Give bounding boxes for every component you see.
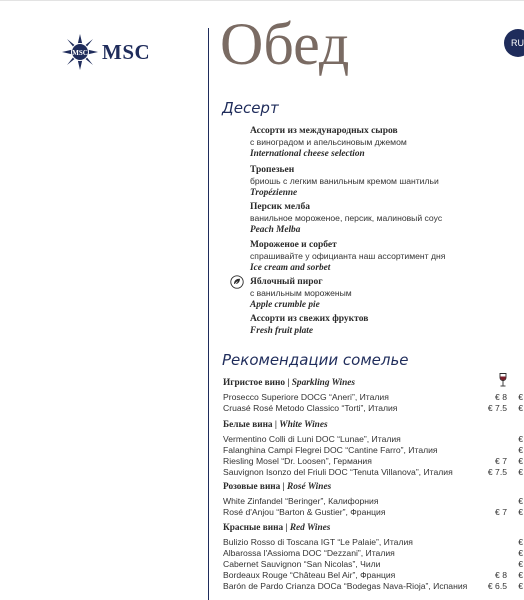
vegetarian-leaf-icon [230, 275, 244, 294]
wine-name: Sauvignon Isonzo del Friuli DOC “Tenuta Villanova”, Италия [223, 467, 453, 477]
wine-name: Vermentino Colli di Luni DOC “Lunae”, Италия [223, 434, 401, 444]
dessert-english-name: Fresh fruit plate [250, 326, 314, 336]
wine-glass-icon [498, 373, 508, 392]
dessert-description: с виноградом и апельсиновым джемом [250, 137, 407, 147]
dessert-name: Ассорти из свежих фруктов [250, 314, 369, 324]
wine-glass-price: € 6.5 [487, 581, 507, 591]
wine-bottle-price: € [518, 434, 523, 444]
dessert-item [250, 313, 500, 337]
wine-bottle-price: € [518, 445, 523, 455]
logo-monogram: MSC [72, 49, 88, 57]
dessert-item [250, 239, 500, 274]
dessert-name: Персик мелба [250, 202, 310, 212]
wine-name: Bordeaux Rouge “Château Bel Air”, Франция [223, 570, 396, 580]
wine-bottle-price: € [518, 537, 523, 547]
dessert-name: Яблочный пирог [250, 277, 323, 287]
wine-bottle-price: € [518, 559, 523, 569]
compass-rose-icon [62, 34, 98, 70]
dessert-english-name: Peach Melba [250, 225, 301, 235]
wine-name: Prosecco Superiore DOCG “Aneri”, Италия [223, 392, 389, 402]
wine-bottle-price: € [518, 467, 523, 477]
dessert-english-name: Tropézienne [250, 188, 298, 198]
dessert-item [250, 201, 500, 236]
wine-glass-price: € 7.5 [487, 467, 507, 477]
wine-bottle-price: € [518, 507, 523, 517]
dessert-description: ванильное мороженое, персик, малиновый соус [250, 213, 443, 223]
wine-bottle-price: € [518, 548, 523, 558]
wine-glass-price: € 8 [495, 570, 507, 580]
wine-bottle-price: € [518, 581, 523, 591]
dessert-english-name: Apple crumble pie [250, 300, 320, 310]
wine-glass-price: € 7 [495, 456, 507, 466]
sommelier-section-title: Рекомендации сомелье [222, 351, 409, 369]
wine-bottle-price: € [518, 456, 523, 466]
dessert-description: с ванильным мороженым [250, 288, 352, 298]
wine-name: White Zinfandel “Beringer”, Калифорния [223, 496, 379, 506]
dessert-name: Мороженое и сорбет [250, 240, 337, 250]
wine-glass-price: € 7.5 [487, 403, 507, 413]
wine-bottle-price: € [518, 496, 523, 506]
dessert-name: Тропезьен [250, 165, 295, 175]
wine-row [223, 402, 524, 414]
wine-name: Albarossa l'Assioma DOC “Dezzani”, Италия [223, 548, 395, 558]
dessert-section-title: Десерт [222, 99, 279, 117]
wine-category-heading: Красные вина | Red Wines [223, 523, 331, 533]
wine-name: Bulizio Rosso di Toscana IGT “Le Palaie”, Италия [223, 537, 413, 547]
dessert-item [250, 125, 500, 160]
wine-row [223, 580, 524, 592]
brand-name: MSC [102, 39, 151, 64]
dessert-item [250, 164, 500, 199]
wine-name: Cruasé Rosé Metodo Classico “Torti”, Италия [223, 403, 398, 413]
wine-bottle-price: € [518, 570, 523, 580]
wine-bottle-price: € [518, 392, 523, 402]
msc-logo [62, 34, 150, 70]
wine-glass-price: € 7 [495, 507, 507, 517]
wine-category-heading: Розовые вина | Rosé Wines [223, 482, 332, 492]
dessert-item [250, 276, 500, 311]
dessert-english-name: Ice cream and sorbet [250, 263, 331, 273]
page-title: Обед [220, 11, 350, 77]
dessert-description: бриошь с легким ванильным кремом шантильи [250, 176, 439, 186]
wine-name: Falanghina Campi Flegrei DOC “Cantine Farro”, Италия [223, 445, 438, 455]
wine-row [223, 466, 524, 478]
wine-bottle-price: € [518, 403, 523, 413]
wine-row [223, 506, 524, 518]
wine-category-heading: Белые вина | White Wines [223, 420, 328, 430]
dessert-english-name: International cheese selection [250, 149, 365, 159]
dessert-description: спрашивайте у официанта наш ассортимент дня [250, 251, 446, 261]
language-button[interactable]: RU [504, 29, 524, 57]
top-divider [0, 0, 524, 1]
vertical-divider [208, 28, 209, 600]
wine-name: Cabernet Sauvignon “San Nicolas”, Чили [223, 559, 381, 569]
wine-name: Riesling Mosel “Dr. Loosen”, Германия [223, 456, 372, 466]
wine-category-heading: Игристое вино | Sparkling Wines [223, 378, 356, 388]
wine-name: Rosé d'Anjou “Barton & Gustier”, Франция [223, 507, 386, 517]
dessert-name: Ассорти из международных сыров [250, 126, 398, 136]
wine-glass-price: € 8 [495, 392, 507, 402]
wine-name: Barón de Pardo Crianza DOCa “Bodegas Nava-Rioja”, Испания [223, 581, 468, 591]
